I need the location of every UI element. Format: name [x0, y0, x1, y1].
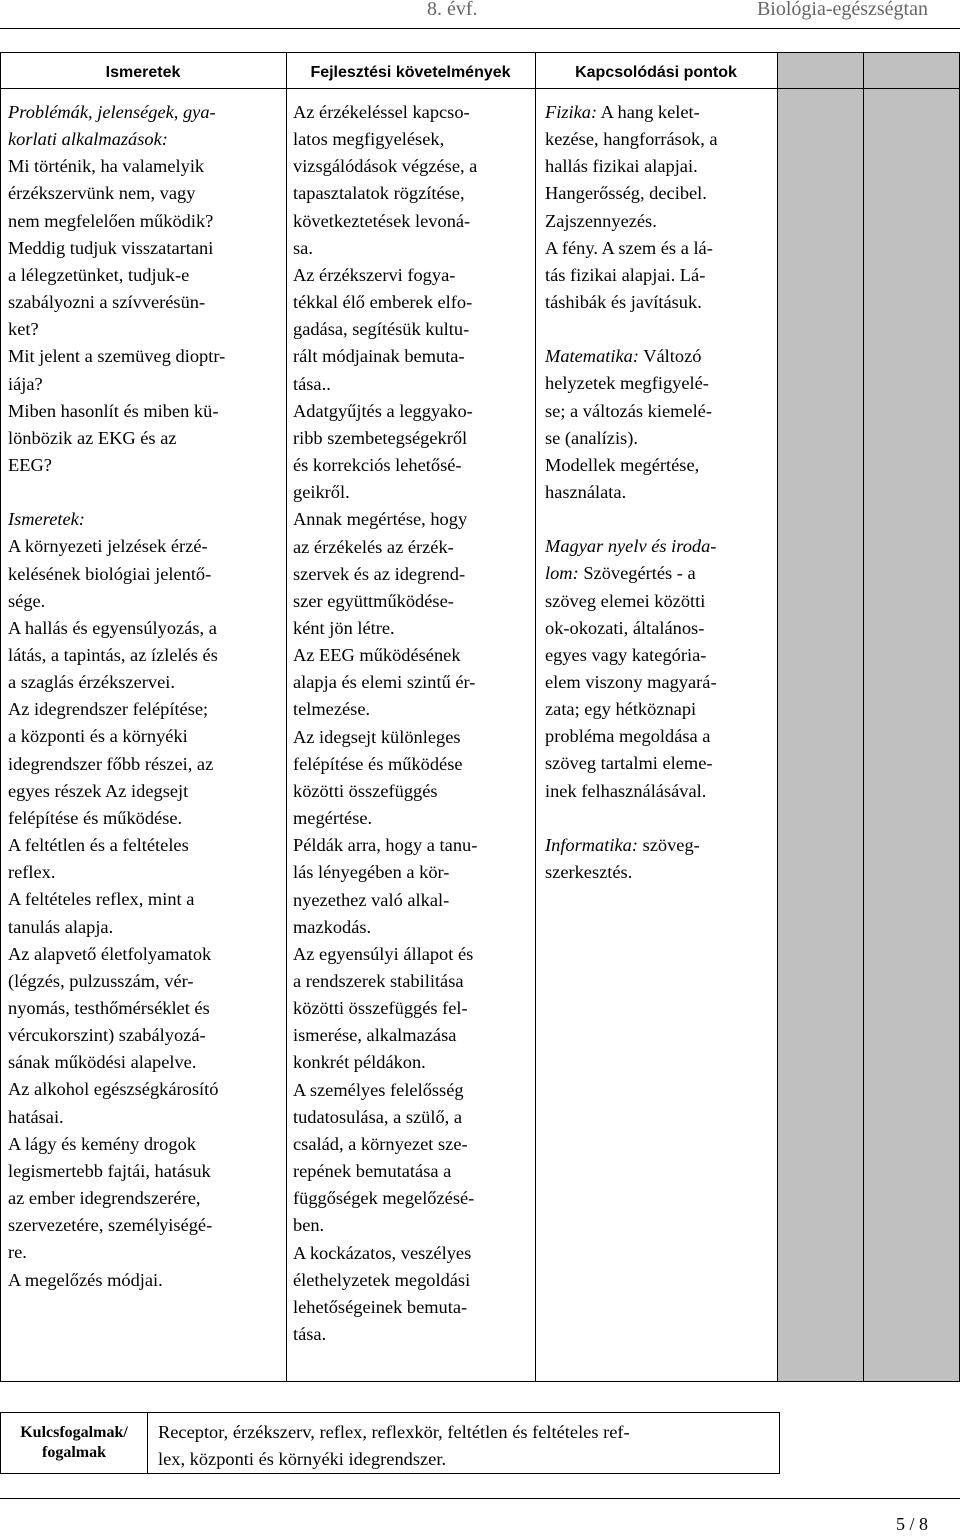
footer-divider [0, 1498, 960, 1499]
column-divider-1 [286, 52, 287, 1382]
shaded-column-1 [777, 52, 863, 1382]
column-divider-3 [777, 52, 778, 1382]
table-header-border [0, 88, 960, 89]
problems-heading: Problémák, jelenségek, gya- korlati alkalmazások: [8, 102, 216, 150]
table-left-border [0, 52, 1, 1382]
problems-text: Mi történik, ha valamelyik érzékszervünk nem, vagy nem megfelelően működik? Meddig tudjuk visszatartani a lélegzetünket, tudjuk-e szabályozni a szívverésün- ket? Mit jelent a szemüveg dioptr- iája? Miben hasonlít és miben kü- lönbözik az EKG és az EEG? [8, 156, 226, 476]
key-concepts-text: Receptor, érzékszerv, reflex, reflexkör, feltétlen és feltételes ref- lex, központi és környéki idegrendszer. [148, 1412, 780, 1474]
fizika-label: Fizika: [545, 102, 598, 122]
table-bottom-border [0, 1381, 960, 1382]
shaded-column-2 [864, 52, 960, 1382]
ismeretek-heading: Ismeretek: [8, 509, 85, 530]
magyar-block [545, 533, 775, 805]
curriculum-table [0, 52, 960, 1382]
page-number: 5 / 8 [895, 1514, 928, 1534]
subject-title: Biológia-egészségtan [756, 0, 928, 20]
column-fejlesztesi-content [293, 99, 533, 1348]
column-divider-4 [863, 52, 864, 1382]
matek-block [545, 343, 775, 506]
header-divider [0, 28, 960, 29]
fejlesztesi-text: Az érzékeléssel kapcso- latos megfigyelések, vizsgálódások végzése, a tapasztalatok rögzítése, következtetések levoná- sa. Az érzékszervi fogya- tékkal élő emberek elfo- gadása, segítésük kultu- rált módjainak bemuta- tása.. Adatgyűjtés a leggyako- ribb szembetegségekről és korrekciós lehetősé- geikről. Annak megértése, hogy az érzékelés az érzék- szervek és az idegrend- szer együttműködése- ként jön létre. Az EEG működésének alapja és elemi szintű ér- telmezése. Az idegsejt különleges felépítése és működése közötti összefüggés megértése. Példák arra, hogy a tanu- lás lényegében a kör- nyezethez való alkal- mazkodás. Az egyensúlyi állapot és a rendszerek stabilitása közötti összefüggés fel- ismerése, alkalmazása konkrét példákon. A személyes felelősség tudatosulása, a szülő, a család, a környezet sze- repének bemutatása a függőségek megelőzésé- ben. A kockázatos, veszélyes élethelyzetek megoldási lehetőségeinek bemuta- tása. [293, 102, 478, 1345]
table-top-border [0, 52, 960, 53]
fizika-text: A hang kelet- kezése, hangforrások, a hallás fizikai alapjai. Hangerősség, decibel. Zajszennyezés. A fény. A szem és a lá- tás fizikai alapjai. Lá- táshibák és javításuk. [545, 102, 718, 313]
key-concepts-label: Kulcsfogalmak/ fogalmak [0, 1412, 148, 1474]
info-label: Informatika: [545, 834, 638, 855]
magyar-label: Magyar nyelv és iroda- lom: [545, 536, 717, 584]
matek-text: Változó helyzetek megfigyelé- se; a változás kiemelé- se (analízis). Modellek megértése, használata. [545, 346, 712, 503]
column-ismeretek-content [8, 99, 284, 1294]
ismeretek-text: A környezeti jelzések érzé- kelésének biológiai jelentő- sége. A hallás és egyensúlyozás, a látás, a tapintás, az ízlelés és a szaglás érzékszervei. Az idegrendszer felépítése; a központi és a környéki idegrendszer főbb részei, az egyes részek Az idegsejt felépítése és működése. A feltétlen és a feltételes reflex. A feltételes reflex, mint a tanulás alapja. Az alapvető életfolyamatok (légzés, pulzusszám, vér- nyomás, testhőmérséklet és vércukorszint) szabályozá- sának működési alapelve. Az alkohol egészségkárosító hatásai. A lágy és kemény drogok legismertebb fajtái, hatásuk az ember idegrendszerére, szervezetére, személyiségé- re. A megelőzés módjai. [8, 536, 219, 1290]
fizika-block [545, 99, 775, 316]
column-kapcsolodasi-content [545, 99, 775, 886]
header-fejlesztesi: Fejlesztési követelmények [310, 64, 511, 81]
info-text: szöveg- szerkesztés. [545, 834, 700, 882]
grade-label: 8. évf. [427, 0, 478, 20]
header-kapcsolodasi: Kapcsolódási pontok [575, 64, 737, 81]
info-block [545, 832, 775, 886]
header-ismeretek: Ismeretek [105, 64, 181, 81]
column-divider-2 [535, 52, 536, 1382]
magyar-text: Szövegértés - a szöveg elemei közötti ok-okozati, általános- egyes vagy kategória- elem viszony magyará- zata; egy hétköznapi probléma megoldása a szöveg tartalmi eleme- inek felhasználásával. [545, 563, 717, 801]
key-concepts-table [0, 1412, 960, 1474]
matek-label: Matematika: [545, 346, 639, 367]
page-header [0, 0, 960, 26]
